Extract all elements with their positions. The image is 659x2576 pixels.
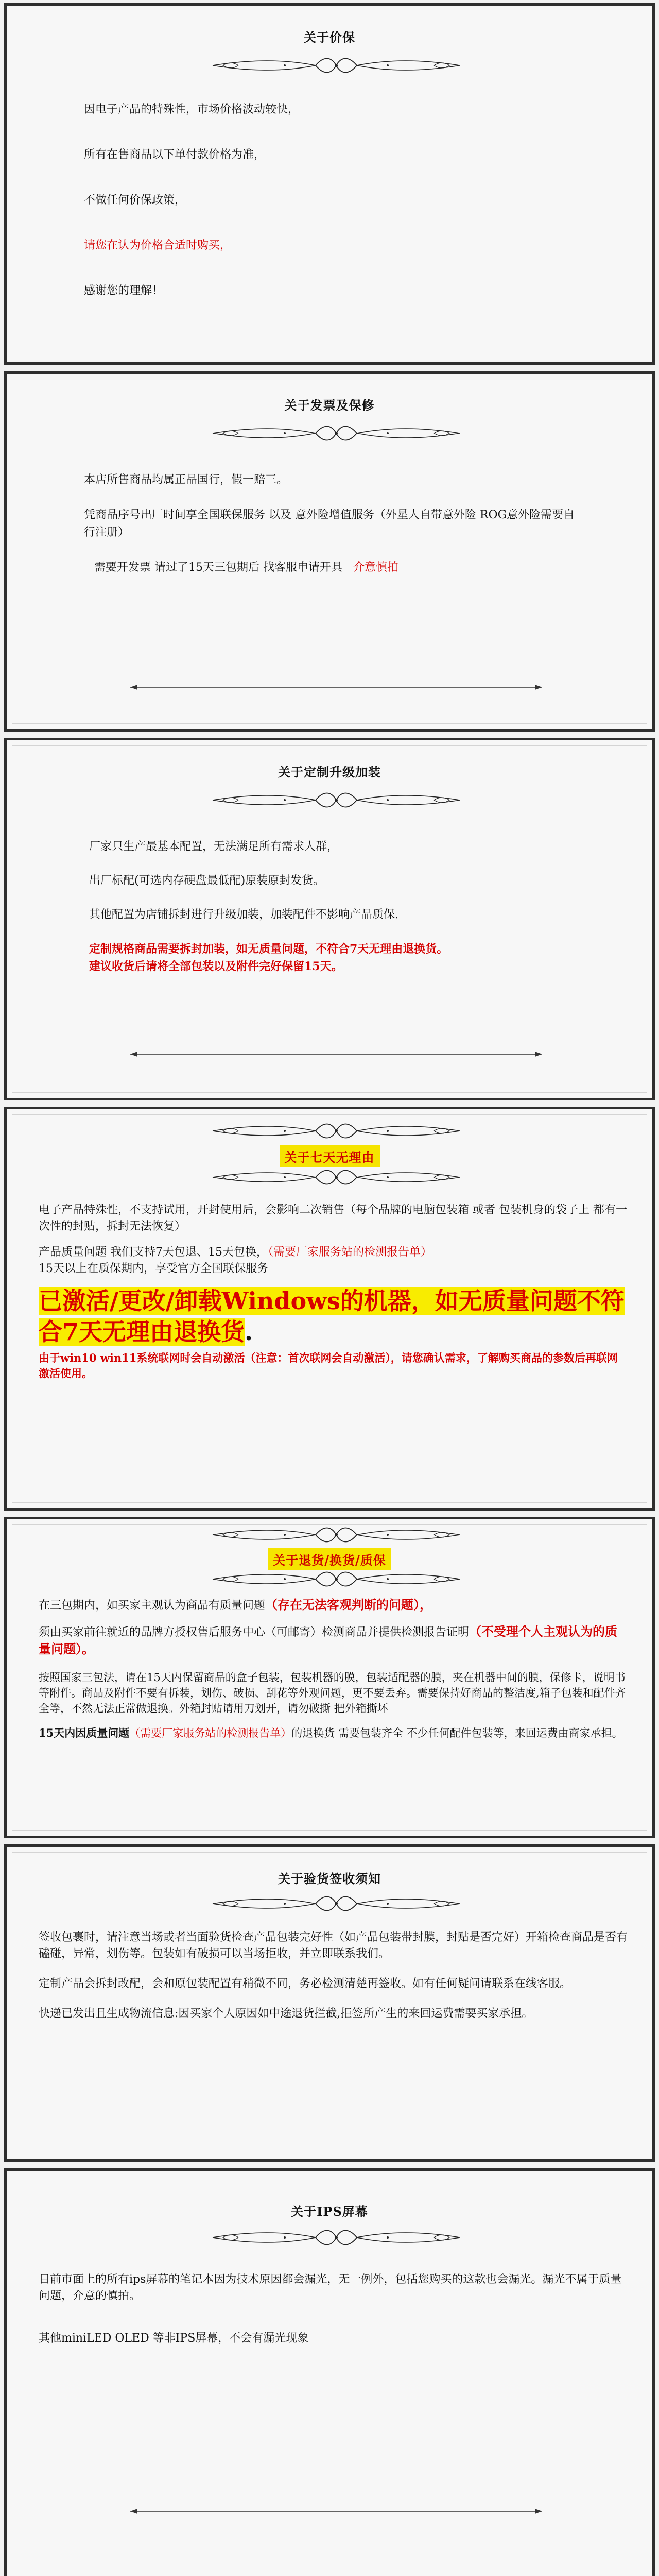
warning-line: （不受理个人主观认为的质量问题）。: [39, 1624, 618, 1656]
divider-rule: [130, 683, 542, 692]
warning-line: 由于win10 win11系统联网时会自动激活（注意：首次联网会自动激活），请您确认需求，了解购买商品的参数后再联网激活使用。: [39, 1351, 618, 1380]
section-ips-screen: [4, 2168, 655, 2576]
text-line: 的退换货 需要包装齐全 不少任何配件包装等，来回运费由商家承担。: [291, 1727, 623, 1739]
divider-rule: [130, 2506, 542, 2516]
text-line: 定制产品会拆封改配，会和原包装配置有稍微不同，务必检测清楚再签收。如有任何疑问请联系在线客服。: [39, 1977, 571, 1990]
divider-rule: [130, 1049, 542, 1059]
text-line: 需要开发票 请过了15天三包期后 找客服申请开具: [94, 561, 342, 574]
text-line: 不做任何价保政策，: [84, 194, 186, 207]
text-line: 快递已发出且生成物流信息:因买家个人原因如中途退货拦截,拒签所产生的来回运费需要买家承担。: [39, 2007, 533, 2020]
text-line: 其他miniLED OLED 等非IPS屏幕，不会有漏光现象: [39, 2332, 309, 2345]
section-custom-upgrade: [4, 738, 655, 1100]
text-line: 厂家只生产最基本配置，无法满足所有需求人群，: [89, 840, 339, 853]
flourish-ornament-icon: [207, 790, 465, 810]
section-invoice-warranty: [4, 371, 655, 732]
warning-line: （需要厂家服务站的检测报告单）: [129, 1727, 292, 1739]
section-title: 关于发票及保修: [284, 398, 375, 413]
section-title: 关于价保: [304, 30, 355, 45]
section-seven-day-return: 关于七天无理由 电子产品特殊性，不支持试用，开封使用后，会影响二次销售（每个品牌的电脑包装箱 或者 包装机身的袋子上 都有一次性的封贴，拆封无法恢复） 产品质量问题 我们支持7天包退、15天包换，（需要厂家服务站的检测报告单） 15天以上在质保期内，享受官方全国联保服务 已激活/更改/卸载Windows的机器，如无质量问题不符合7天无理由退换货. 由于win10 win11系统联网时会自动激活（注意：首次联网会自动激活），请您确认需求，了解购买商品的参数后再联网激活使用。: [4, 1107, 655, 1511]
warning-line: 介意慎拍: [353, 561, 398, 574]
text-line: 签收包裹时，请注意当场或者当面验货检查产品包装完好性（如产品包装带封膜，封贴是否完好）开箱检查商品是否有磕碰，异常，划伤等。包装如有破损可以当场拒收，并立即联系我们。: [39, 1931, 628, 1960]
warning-line: （需要厂家服务站的检测报告单）: [268, 1246, 432, 1259]
text-line: 其他配置为店铺拆封进行升级加装，加装配件不影响产品质保.: [89, 908, 398, 921]
text-line: 15天内因质量问题: [39, 1726, 130, 1739]
section-price-protection: [4, 3, 655, 365]
warning-line: 定制规格商品需要拆封加装，如无质量问题，不符合7天无理由退换货。: [89, 942, 448, 956]
flourish-ornament-icon: [207, 1524, 465, 1545]
text-line: 本店所售商品均属正品国行，假一赔三。: [84, 473, 288, 486]
text-line: 出厂标配(可选内存硬盘最低配)原装原封发货。: [89, 874, 325, 887]
text-line: 电子产品特殊性，不支持试用，开封使用后，会影响二次销售（每个品牌的电脑包装箱 或者 包装机身的袋子上 都有一次性的封贴，拆封无法恢复）: [39, 1204, 627, 1233]
flourish-ornament-icon: [207, 1167, 465, 1188]
text-line: 所有在售商品以下单付款价格为准，: [84, 148, 266, 161]
flourish-ornament-icon: [207, 55, 465, 76]
text-line: 须由买家前往就近的品牌方授权售后服务中心（可邮寄）检测商品并提供检测报告证明: [39, 1626, 470, 1639]
text-line: 感谢您的理解！: [84, 284, 164, 297]
section-delivery-inspection: [4, 1844, 655, 2162]
text-line: 按照国家三包法，请在15天内保留商品的盒子包装，包装机器的膜，包装适配器的膜，夹在机器中间的膜，保修卡，说明书等附件。商品及附件不要有拆装，划伤、破损、刮花等外观问题，更不要丢弃。需要保持好商品的整洁度,箱子包装和配件齐全等，不然无法正常做退换。外箱封贴请用刀划开，请勿破撕 把外箱撕坏: [39, 1671, 626, 1715]
text-line: 15天以上在质保期内，享受官方全国联保服务: [39, 1262, 268, 1275]
flourish-ornament-icon: [207, 1569, 465, 1589]
text-line: 在三包期内，如买家主观认为商品有质量问题: [39, 1599, 266, 1612]
flourish-ornament-icon: [207, 1893, 465, 1914]
section-title: 关于退货/换货/质保: [268, 1548, 391, 1570]
highlight-warning: 已激活/更改/卸载Windows的机器，如无质量问题不符合7天无理由退换货: [39, 1287, 625, 1346]
flourish-ornament-icon: [207, 423, 465, 444]
section-title: 关于验货签收须知: [278, 1871, 381, 1886]
text-line: 目前市面上的所有ips屏幕的笔记本因为技术原因都会漏光，无一例外，包括您购买的这款也会漏光。漏光不属于质量问题，介意的慎拍。: [39, 2273, 622, 2302]
text-line: 凭商品序号出厂时间享全国联保服务 以及 意外险增值服务（外星人自带意外险 ROG意外险需要自行注册）: [84, 509, 575, 539]
section-title: 关于七天无理由: [280, 1145, 380, 1167]
warning-line: （存在无法客观判断的问题），: [265, 1597, 432, 1612]
section-return-exchange-warranty: [4, 1517, 655, 1838]
flourish-ornament-icon: [207, 1121, 465, 1141]
section-title: 关于定制升级加装: [278, 765, 381, 779]
text-line: 因电子产品的特殊性，市场价格波动较快，: [84, 103, 300, 116]
section-title: 关于IPS屏幕: [291, 2204, 368, 2219]
warning-line: 请您在认为价格合适时购买，: [84, 239, 232, 252]
warning-line: 建议收货后请将全部包装以及附件完好保留15天。: [89, 960, 343, 973]
flourish-ornament-icon: [207, 2227, 465, 2248]
text-line: 产品质量问题 我们支持7天包退、15天包换，: [39, 1246, 268, 1259]
